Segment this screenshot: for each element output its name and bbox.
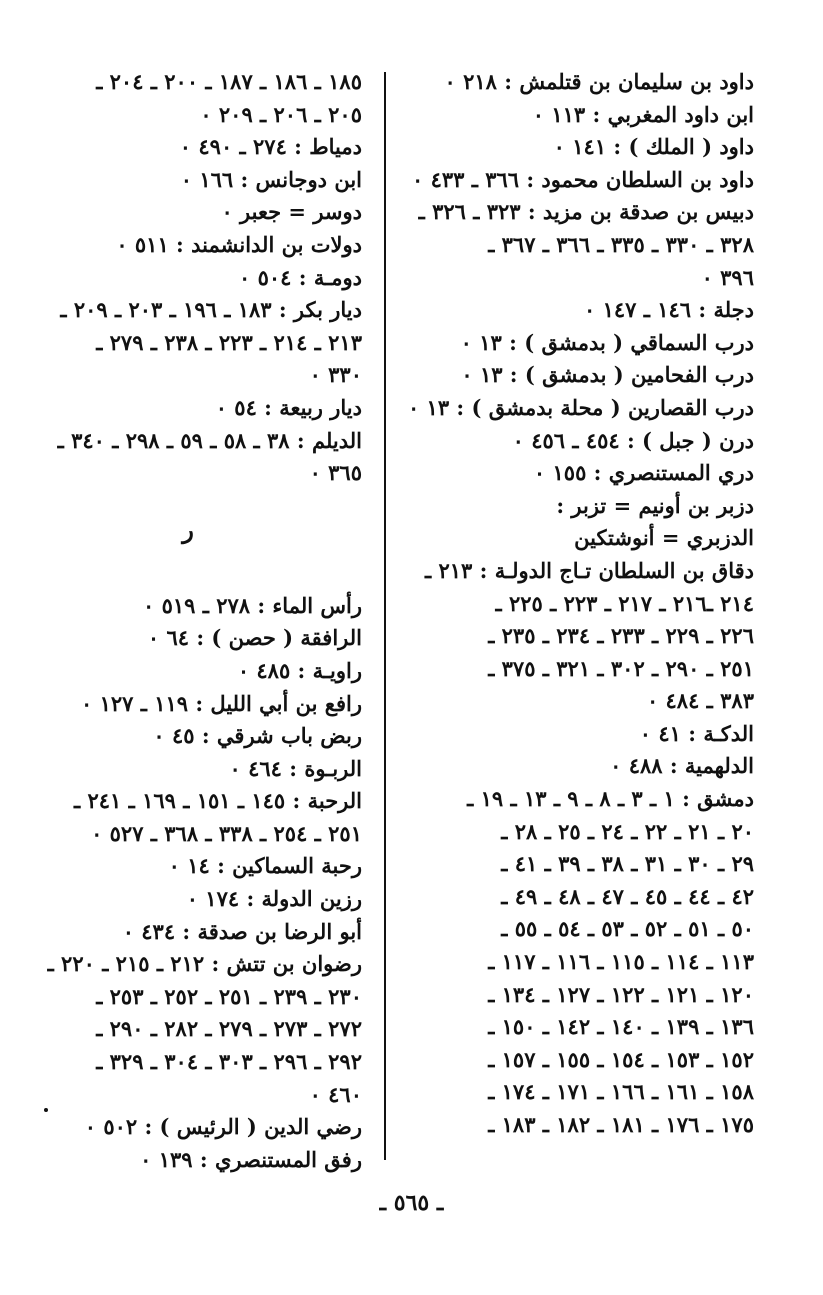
index-entry-line: ٣٩٦ ٠ (701, 264, 754, 290)
index-entry-line: الدلهمية : ٤٨٨ ٠ (610, 753, 754, 779)
left-column-entries-dal (14, 66, 362, 490)
index-entry-line: ٢٠٥ ـ ٢٠٦ ـ ٢٠٩ ٠ (200, 101, 362, 127)
index-entry-line: ١٥٨ ـ ١٦١ ـ ١٦٦ ـ ١٧١ ـ ١٧٤ ـ (488, 1079, 754, 1105)
index-entry-line: درب السماقي ( بدمشق ) : ١٣ ٠ (460, 329, 754, 355)
index-entry-line: الرحبة : ١٤٥ ـ ١٥١ ـ ١٦٩ ـ ٢٤١ ـ (74, 788, 362, 814)
index-entry-line: دولات بن الدانشمند : ٥١١ ٠ (116, 231, 362, 257)
index-entry-line: دجلة : ١٤٦ ـ ١٤٧ ٠ (584, 297, 754, 323)
index-entry-line: ١٣٦ ـ ١٣٩ ـ ١٤٠ ـ ١٤٢ ـ ١٥٠ ـ (488, 1014, 754, 1040)
index-entry-line: داود بن السلطان محمود : ٣٦٦ ـ ٤٣٣ ٠ (412, 166, 754, 192)
index-entry-line: ١٢٠ ـ ١٢١ ـ ١٢٢ ـ ١٢٧ ـ ١٣٤ ـ (488, 981, 754, 1007)
right-column (402, 66, 754, 1142)
index-entry-line: داود ( الملك ) : ١٤١ ٠ (553, 134, 754, 160)
index-entry-line: ٢٩ ـ ٣٠ ـ ٣١ ـ ٣٨ ـ ٣٩ ـ ٤١ ـ (501, 851, 754, 877)
index-entry-line: ٢٣٠ ـ ٢٣٩ ـ ٢٥١ ـ ٢٥٢ ـ ٢٥٣ ـ (96, 983, 362, 1009)
index-entry-line: داود بن سليمان بن قتلمش : ٢١٨ ٠ (444, 69, 754, 94)
index-entry-line: ٢٧٢ ـ ٢٧٣ ـ ٢٧٩ ـ ٢٨٢ ـ ٢٩٠ ـ (96, 1016, 362, 1042)
index-entry-line: الربـوة : ٤٦٤ ٠ (229, 755, 362, 781)
index-entry-line: ٢٥١ ـ ٢٥٤ ـ ٣٣٨ ـ ٣٦٨ ـ ٥٢٧ ٠ (91, 820, 362, 846)
index-entry-line: ٥٠ ـ ٥١ ـ ٥٢ ـ ٥٣ ـ ٥٤ ـ ٥٥ ـ (501, 916, 754, 942)
stray-dot (44, 1108, 48, 1112)
index-entry-line: ٢٠ ـ ٢١ ـ ٢٢ ـ ٢٤ ـ ٢٥ ـ ٢٨ ـ (501, 818, 754, 844)
index-entry-line: رأس الماء : ٢٧٨ ـ ٥١٩ ٠ (142, 592, 362, 618)
index-entry-line: الرافقة ( حصن ) : ٦٤ ٠ (147, 625, 362, 651)
index-entry-line: ١٧٥ ـ ١٧٦ ـ ١٨١ ـ ١٨٢ ـ ١٨٣ ـ (488, 1112, 754, 1137)
index-entry-line: ديار بكر : ١٨٣ ـ ١٩٦ ـ ٢٠٣ ـ ٢٠٩ ـ (60, 297, 362, 323)
index-entry-line: ٢١٣ ـ ٢١٤ ـ ٢٢٣ ـ ٢٣٨ ـ ٢٧٩ ـ (96, 329, 362, 355)
index-entry-line: درب القصارين ( محلة بدمشق ) : ١٣ ٠ (407, 394, 754, 420)
page-number: ـ ٥٦٥ ـ (379, 1190, 444, 1216)
index-entry-line: درن ( جبل ) : ٤٥٤ ـ ٤٥٦ ٠ (512, 427, 754, 453)
index-entry-line: ٣٢٨ ـ ٣٣٠ ـ ٣٣٥ ـ ٣٦٦ ـ ٣٦٧ ـ (488, 231, 754, 257)
index-entry-line: ١١٣ ـ ١١٤ ـ ١١٥ ـ ١١٦ ـ ١١٧ ـ (488, 949, 754, 975)
index-entry-line: ٣٣٠ ٠ (309, 362, 362, 388)
left-column (14, 66, 362, 1176)
index-entry-line: درب الفحامين ( بدمشق ) : ١٣ ٠ (461, 362, 754, 388)
index-entry-line: ربض باب شرقي : ٤٥ ٠ (153, 723, 362, 749)
left-column-entries-ra (14, 590, 362, 1177)
index-entry-line: دمشق : ١ ـ ٣ ـ ٨ ـ ٩ ـ ١٣ ـ ١٩ ـ (467, 786, 754, 812)
index-entry-line: ٤٦٠ ٠ (309, 1081, 362, 1107)
index-entry-line: رضي الدين ( الرئيس ) : ٥٠٢ ٠ (84, 1114, 362, 1140)
index-entry-line: دقاق بن السلطان تـاج الدولـة : ٢١٣ ـ (425, 557, 754, 583)
index-entry-line: دزبر بن أونيم = تزبر : (556, 492, 754, 518)
index-entry-line: رزين الدولة : ١٧٤ ٠ (186, 886, 362, 912)
index-entry-line: ابن داود المغربي : ١١٣ ٠ (532, 101, 754, 127)
index-entry-line: رفق المستنصري : ١٣٩ ٠ (140, 1146, 362, 1172)
index-entry-line: رافع بن أبي الليل : ١١٩ ـ ١٢٧ ٠ (81, 690, 362, 716)
index-entry-line: دري المستنصري : ١٥٥ ٠ (533, 460, 754, 486)
index-entry-line: رحبة السماكين : ١٤ ٠ (168, 853, 362, 879)
index-entry-line: رضوان بن تتش : ٢١٢ ـ ٢١٥ ـ ٢٢٠ ـ (47, 951, 362, 977)
index-entry-line: دوسر = جعبر ٠ (221, 199, 362, 225)
index-entry-line: ٢٩٢ ـ ٢٩٦ ـ ٣٠٣ ـ ٣٠٤ ـ ٣٢٩ ـ (96, 1049, 362, 1075)
index-entry-line: الدزبري = أنوشتكين (574, 525, 754, 551)
index-entry-line: أبو الرضا بن صدقة : ٤٣٤ ٠ (122, 918, 362, 944)
index-entry-line: ٣٦٥ ٠ (309, 460, 362, 486)
index-entry-line: دبيس بن صدقة بن مزيد : ٣٢٣ ـ ٣٢٦ ـ (418, 199, 754, 225)
index-entry-line: ٢٢٦ ـ ٢٢٩ ـ ٢٣٣ ـ ٢٣٤ ـ ٢٣٥ ـ (488, 623, 754, 649)
index-entry-line: الدكـة : ٤١ ٠ (639, 720, 754, 746)
index-entry-line: ديار ربيعة : ٥٤ ٠ (215, 394, 362, 420)
index-entry-line: الديلم : ٣٨ ـ ٥٨ ـ ٥٩ ـ ٢٩٨ ـ ٣٤٠ ـ (57, 427, 362, 453)
index-entry-line: ٤٢ ـ ٤٤ ـ ٤٥ ـ ٤٧ ـ ٤٨ ـ ٤٩ ـ (501, 883, 754, 909)
index-entry-line: ابن دوجانس : ١٦٦ ٠ (180, 166, 362, 192)
index-entry-line: راويـة : ٤٨٥ ٠ (237, 657, 362, 683)
section-letter-ra: ر (182, 514, 194, 544)
index-entry-line: ١٨٥ ـ ١٨٦ ـ ١٨٧ ـ ٢٠٠ ـ ٢٠٤ ـ (96, 69, 362, 94)
index-entry-line: ٢١٤ ـ٢١٦ ـ ٢١٧ ـ ٢٢٣ ـ ٢٢٥ ـ (495, 590, 754, 616)
index-entry-line: دومـة : ٥٠٤ ٠ (239, 264, 362, 290)
index-entry-line: ٢٥١ ـ ٢٩٠ ـ ٣٠٢ ـ ٣٢١ ـ ٣٧٥ ـ (488, 655, 754, 681)
index-entry-line: دمياط : ٢٧٤ ـ ٤٩٠ ٠ (179, 134, 362, 160)
column-divider (384, 72, 386, 1160)
index-entry-line: ٣٨٣ ـ ٤٨٤ ٠ (646, 688, 754, 714)
index-entry-line: ١٥٢ ـ ١٥٣ ـ ١٥٤ ـ ١٥٥ ـ ١٥٧ ـ (488, 1046, 754, 1072)
